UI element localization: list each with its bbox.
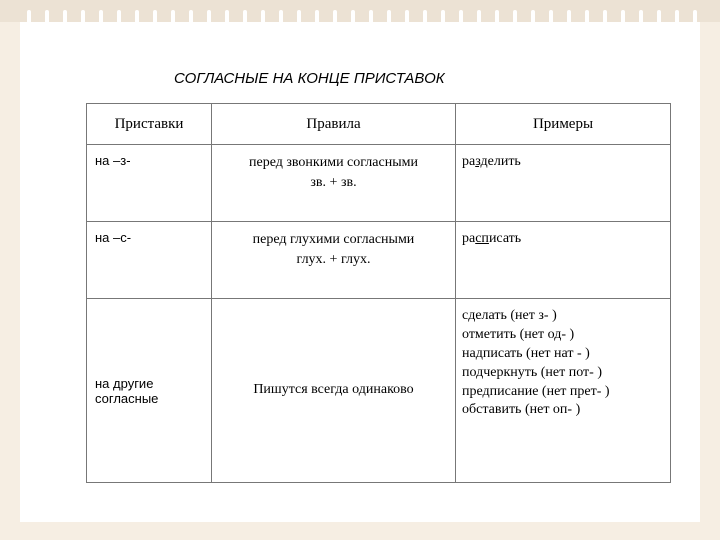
example-part: исать (488, 231, 522, 246)
frame-tick (423, 10, 427, 22)
frame-tick (333, 10, 337, 22)
prefix-cell (87, 299, 212, 483)
table-row (87, 222, 671, 299)
frame-tick (297, 10, 301, 22)
rule-text: перед глухими согласными (252, 232, 415, 247)
example-line: отметить (нет од- ) (462, 326, 575, 342)
frame-tick (531, 10, 535, 22)
prefix-rules-table (86, 103, 671, 483)
example-part: елить (487, 154, 521, 169)
frame-tick (495, 10, 499, 22)
example-part: ра (462, 154, 476, 169)
example-line: подчеркнуть (нет пот- ) (462, 364, 602, 380)
frame-tick (261, 10, 265, 22)
example-underlined-part: зд (475, 154, 488, 169)
rule-cell: Пишутся всегда одинаково (212, 299, 456, 483)
frame-tick (603, 10, 607, 22)
header-prefixes: Приставки (87, 104, 212, 145)
frame-tick (351, 10, 355, 22)
table-row (87, 145, 671, 222)
frame-tick (369, 10, 373, 22)
page-title: СОГЛАСНЫЕ НА КОНЦЕ ПРИСТАВОК (174, 70, 445, 87)
frame-tick (405, 10, 409, 22)
example-line: сделать (нет з- ) (462, 308, 557, 323)
prefix-text: согласные (95, 390, 159, 406)
frame-tick (693, 10, 697, 22)
frame-tick (243, 10, 247, 22)
frame-tick (63, 10, 67, 22)
frame-tick (27, 10, 31, 22)
frame-tick (117, 10, 121, 22)
example-line: предписание (нет прет- ) (462, 383, 610, 399)
frame-tick (549, 10, 553, 22)
header-rules: Правила (212, 104, 456, 145)
prefix-text: на другие (95, 375, 154, 391)
frame-tick (639, 10, 643, 22)
table-header-row (87, 104, 671, 145)
prefix-cell: на –з- (87, 145, 212, 222)
example-cell (456, 145, 671, 222)
prefix-cell: на –с- (87, 222, 212, 299)
header-examples: Примеры (456, 104, 671, 145)
table-row (87, 299, 671, 483)
page-frame-top (0, 0, 720, 22)
example-cell (456, 222, 671, 299)
example-line: надписать (нет нат - ) (462, 345, 590, 361)
frame-tick (135, 10, 139, 22)
frame-tick (81, 10, 85, 22)
frame-tick (657, 10, 661, 22)
frame-tick (153, 10, 157, 22)
rule-text: перед звонкими согласными (249, 155, 418, 170)
frame-tick (171, 10, 175, 22)
rule-formula: зв. + зв. (310, 175, 357, 191)
frame-tick (585, 10, 589, 22)
frame-tick (387, 10, 391, 22)
frame-tick (621, 10, 625, 22)
frame-tick (189, 10, 193, 22)
frame-tick (99, 10, 103, 22)
rule-formula: глух. + глух. (296, 252, 371, 268)
frame-tick (477, 10, 481, 22)
frame-tick (441, 10, 445, 22)
frame-tick (225, 10, 229, 22)
frame-tick (45, 10, 49, 22)
frame-tick (207, 10, 211, 22)
example-line: обставить (нет оп- ) (462, 402, 581, 418)
example-part: ра (462, 231, 476, 246)
frame-tick (315, 10, 319, 22)
frame-tick (513, 10, 517, 22)
example-underlined-part: сп (475, 231, 489, 246)
frame-tick (459, 10, 463, 22)
frame-tick (567, 10, 571, 22)
rule-cell (212, 145, 456, 222)
example-cell (456, 299, 671, 483)
frame-tick (279, 10, 283, 22)
rule-cell (212, 222, 456, 299)
frame-tick (675, 10, 679, 22)
